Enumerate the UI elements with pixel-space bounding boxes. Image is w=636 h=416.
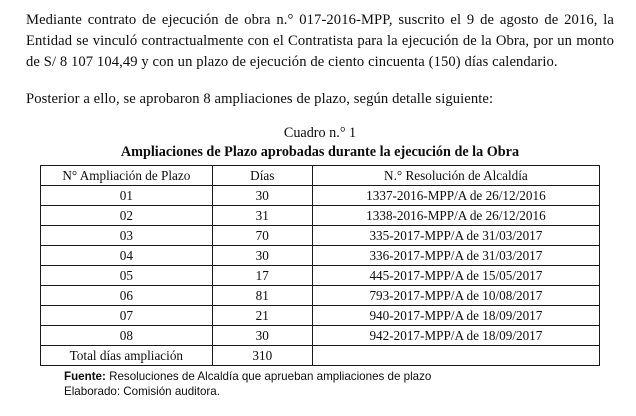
- footnote-fuente-text: Resoluciones de Alcaldía que aprueban ampliaciones de plazo: [105, 370, 432, 383]
- table-row: [41, 206, 600, 226]
- column-header-resolucion: N.° Resolución de Alcaldía: [312, 166, 599, 186]
- cell-resolucion: 942-2017-MPP/A de 18/09/2017: [312, 326, 599, 346]
- cell-total-resolucion: [312, 346, 599, 366]
- column-header-ampliacion: N° Ampliación de Plazo: [41, 166, 213, 186]
- table-row: [41, 266, 600, 286]
- cell-ampliacion: 01: [41, 186, 213, 206]
- table-row: [41, 306, 600, 326]
- table-caption-number: Cuadro n.° 1: [283, 125, 357, 141]
- cell-resolucion: 793-2017-MPP/A de 10/08/2017: [312, 286, 599, 306]
- cell-dias: 81: [212, 286, 312, 306]
- table-row: [41, 246, 600, 266]
- cell-total-dias: 310: [212, 346, 312, 366]
- cell-ampliacion: 05: [41, 266, 213, 286]
- cell-ampliacion: 04: [41, 246, 213, 266]
- table-row: [41, 226, 600, 246]
- cell-dias: 30: [212, 246, 312, 266]
- column-header-dias: Días: [212, 166, 312, 186]
- table-total-row: [41, 346, 600, 366]
- table-row: [41, 186, 600, 206]
- footnote-fuente: [64, 369, 614, 384]
- cell-dias: 17: [212, 266, 312, 286]
- paragraph-ampliaciones: Posterior a ello, se aprobaron 8 ampliaciones de plazo, según detalle siguiente:: [26, 91, 494, 107]
- cell-resolucion: 445-2017-MPP/A de 15/05/2017: [312, 266, 599, 286]
- cell-ampliacion: 03: [41, 226, 213, 246]
- cell-resolucion: 335-2017-MPP/A de 31/03/2017: [312, 226, 599, 246]
- cell-total-label: Total días ampliación: [41, 346, 213, 366]
- table-header-row: [41, 166, 600, 186]
- cell-dias: 70: [212, 226, 312, 246]
- cell-ampliacion: 07: [41, 306, 213, 326]
- table-caption: [26, 124, 614, 161]
- footnote-fuente-label: Fuente:: [64, 370, 106, 383]
- cell-ampliacion: 06: [41, 286, 213, 306]
- table-row: [41, 326, 600, 346]
- footnote-elaborado: Elaborado: Comisión auditora.: [64, 385, 220, 398]
- cell-resolucion: 336-2017-MPP/A de 31/03/2017: [312, 246, 599, 266]
- table-caption-title: Ampliaciones de Plazo aprobadas durante la ejecución de la Obra: [120, 144, 520, 160]
- cell-dias: 31: [212, 206, 312, 226]
- cell-dias: 21: [212, 306, 312, 326]
- cell-dias: 30: [212, 186, 312, 206]
- cell-dias: 30: [212, 326, 312, 346]
- cell-resolucion: 1337-2016-MPP/A de 26/12/2016: [312, 186, 599, 206]
- cell-resolucion: 940-2017-MPP/A de 18/09/2017: [312, 306, 599, 326]
- cell-resolucion: 1338-2016-MPP/A de 26/12/2016: [312, 206, 599, 226]
- ampliaciones-table: [40, 165, 600, 366]
- table-footnotes: [64, 369, 614, 399]
- cell-ampliacion: 02: [41, 206, 213, 226]
- cell-ampliacion: 08: [41, 326, 213, 346]
- table-row: [41, 286, 600, 306]
- paragraph-contract: Mediante contrato de ejecución de obra n.° 017-2016-MPP, suscrito el 9 de agosto de 2016, la Entidad se vinculó contractualmente con el Contratista para la ejecución de la Obra, por un monto de S/ 8 107 104,49 y con un plazo de ejecución de ciento cincuenta (150) días calendario.: [26, 12, 614, 70]
